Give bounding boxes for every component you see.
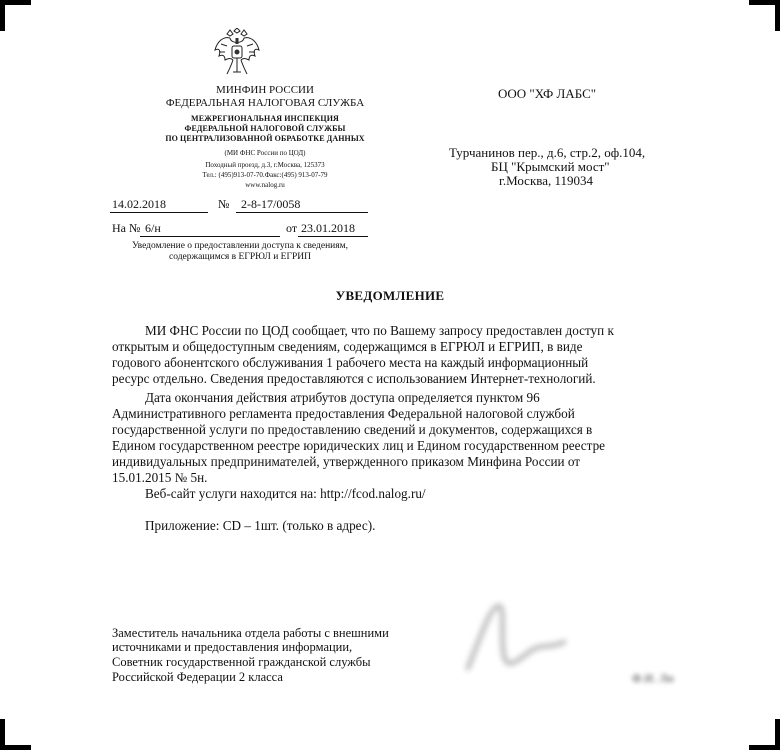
recipient-street: Турчанинов пер., д.6, стр.2, оф.104, <box>449 145 646 160</box>
recipient-city: г.Москва, 119034 <box>499 173 594 188</box>
service-name: ФЕДЕРАЛЬНАЯ НАЛОГОВАЯ СЛУЖБА <box>165 97 365 109</box>
outgoing-date: 14.02.2018 <box>112 197 166 211</box>
signatory-position-line1: Заместитель начальника отдела работы с внешними <box>112 626 389 640</box>
ministry-name: МИНФИН РОССИИ <box>216 84 314 96</box>
in-reply-label: На № <box>112 221 141 235</box>
in-reply-number: 6/н <box>145 221 161 235</box>
body-line: 15.01.2015 № 5н. <box>112 470 208 485</box>
body-line: МИ ФНС России по ЦОД сообщает, что по Вашему запросу предоставлен доступ к <box>145 323 614 338</box>
handwritten-signature <box>460 598 570 683</box>
inspection-name-line1: МЕЖРЕГИОНАЛЬНАЯ ИНСПЕКЦИЯ <box>191 114 339 123</box>
body-line: Административного регламента предоставления Федеральной налоговой службой <box>112 406 575 421</box>
number-underline <box>236 212 368 213</box>
body-line: открытым и общедоступным сведениям, содержащимся в ЕГРЮЛ и ЕГРИП, в виде <box>112 339 583 354</box>
subject-line1: Уведомление о предоставлении доступа к сведениям, <box>131 241 348 251</box>
from-date: 23.01.2018 <box>301 221 355 235</box>
body-line: государственной услуги по предоставлению сведений и документов, содержащихся в <box>112 422 593 437</box>
date-underline <box>110 212 208 213</box>
recipient-building: БЦ "Крымский мост" <box>491 159 610 174</box>
inspection-name-line3: ПО ЦЕНТРАЛИЗОВАННОЙ ОБРАБОТКЕ ДАННЫХ <box>165 134 365 143</box>
number-label: № <box>218 197 230 211</box>
letterhead-address: Походный проезд, д.3, г.Москва, 125373 <box>205 161 325 169</box>
subject-line2: содержащимся в ЕГРЮЛ и ЕГРИП <box>169 252 311 262</box>
signatory-name: Ф.И. Ли <box>632 671 674 685</box>
crop-mark-bottom-left <box>0 719 31 750</box>
crop-mark-bottom-right <box>749 719 780 750</box>
from-label: от <box>286 221 298 235</box>
recipient-company: ООО "ХФ ЛАБС" <box>498 86 597 101</box>
body-line: годового абонентского обслуживания 1 рабочего места на каждый информационный <box>112 355 589 370</box>
signatory-position-line3: Советник государственной гражданской службы <box>112 655 371 669</box>
signatory-position-line2: источниками и предоставления информации, <box>112 640 353 654</box>
body-line: ресурс отдельно. Сведения предоставляются с использованием Интернет-технологий. <box>112 371 596 386</box>
coat-of-arms-icon <box>213 28 261 78</box>
from-date-underline <box>298 236 368 237</box>
letterhead-phones: Тел.: (495)913-07-70.Факс:(495) 913-07-79 <box>202 171 328 179</box>
attachment-line: Приложение: CD – 1шт. (только в адрес). <box>145 518 376 533</box>
body-line: Едином государственном реестре юридических лиц и Едином государственном реестре <box>112 438 606 453</box>
outgoing-number: 2-8-17/0058 <box>241 197 301 211</box>
body-line: Дата окончания действия атрибутов доступа определяется пунктом 96 <box>145 390 540 405</box>
document-title: УВЕДОМЛЕНИЕ <box>335 288 445 303</box>
crop-mark-top-left <box>0 0 31 31</box>
in-reply-underline <box>140 236 280 237</box>
inspection-name-line2: ФЕДЕРАЛЬНОЙ НАЛОГОВОЙ СЛУЖБЫ <box>184 124 346 133</box>
body-line: индивидуальных предпринимателей, утвержденного приказом Минфина России от <box>112 454 581 469</box>
inspection-short-name: (МИ ФНС России по ЦОД) <box>224 149 306 157</box>
website-line: Веб-сайт услуги находится на: http://fcod.nalog.ru/ <box>145 486 426 501</box>
signatory-position-line4: Российской Федерации 2 класса <box>112 670 283 684</box>
crop-mark-top-right <box>749 0 780 31</box>
letterhead-website: www.nalog.ru <box>245 181 285 189</box>
